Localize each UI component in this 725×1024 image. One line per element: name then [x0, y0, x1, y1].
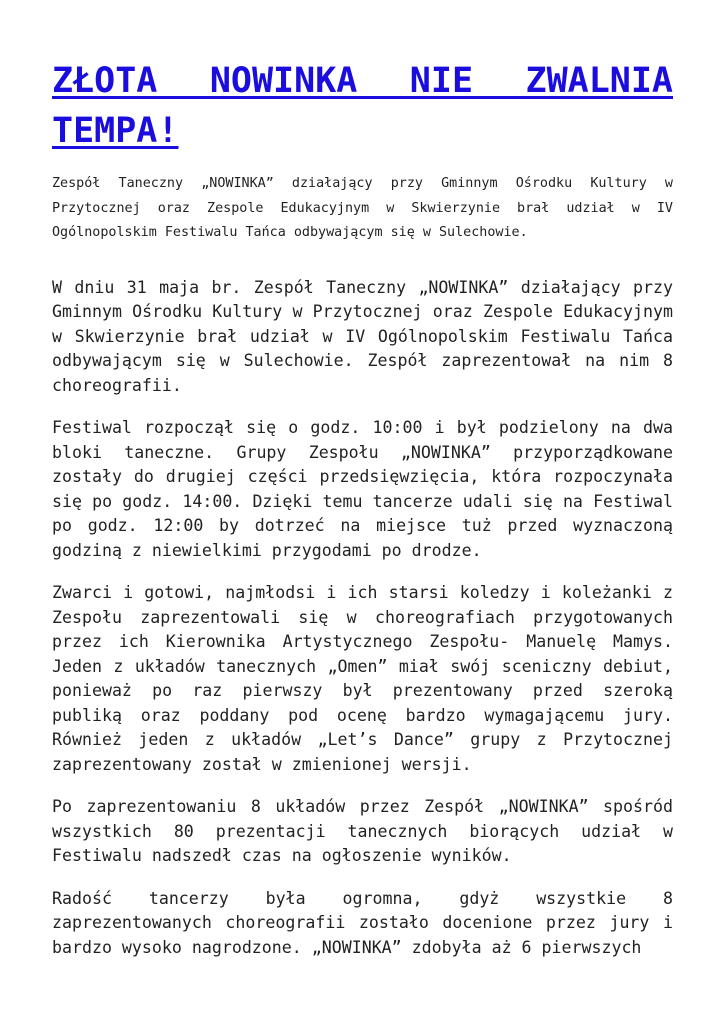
article-title-link[interactable]: ZŁOTA NOWINKA NIE ZWALNIA TEMPA!	[52, 61, 673, 151]
article-lead: Zespół Taneczny „NOWINKA” działający przy Gminnym Ośrodku Kultury w Przytocznej oraz Zespole Edukacyjnym w Skwierzynie brał udział w IV Ogólnopolskim Festiwalu Tańca odbywającym się w Sulechowie.	[52, 176, 673, 240]
article-paragraph: Po zaprezentowaniu 8 układów przez Zespół „NOWINKA” spośród wszystkich 80 prezentacji tanecznych biorących udział w Festiwalu nadszedł czas na ogłoszenie wyników.	[52, 797, 673, 865]
article-paragraph: Radość tancerzy była ogromna, gdyż wszystkie 8 zaprezentowanych choreografii zostało docenione przez jury i bardzo wysoko nagrodzone. „NOWINKA” zdobyła aż 6 pierwszych	[52, 888, 673, 957]
article-title[interactable]	[52, 56, 673, 156]
article-paragraph: W dniu 31 maja br. Zespół Taneczny „NOWINKA” działający przy Gminnym Ośrodku Kultury w Przytocznej oraz Zespole Edukacyjnym w Skwierzynie brał udział w IV Ogólnopolskim Festiwalu Tańca odbywającym się w Sulechowie. Zespół zaprezentował na nim 8 choreografii.	[52, 277, 673, 395]
article-paragraph: Zwarci i gotowi, najmłodsi i ich starsi koledzy i koleżanki z Zespołu zaprezentowali się w choreografiach przygotowanych przez ich Kierownika Artystycznego Zespołu- Manuelę Mamys. Jeden z układów tanecznych „Omen” miał swój sceniczny debiut, ponieważ po raz pierwszy był prezentowany przed szeroką publiką oraz poddany pod ocenę bardzo wymagającemu jury. Również jeden z układów „Let’s Dance” grupy z Przytocznej zaprezentowany został w zmienionej wersji.	[52, 583, 673, 774]
article-paragraph: Festiwal rozpoczął się o godz. 10:00 i był podzielony na dwa bloki taneczne. Grupy Zespołu „NOWINKA” przyporządkowane zostały do drugiej części przedsięwzięcia, która rozpoczynała się po godz. 14:00. Dzięki temu tancerze udali się na Festiwal po godz. 12:00 by dotrzeć na miejsce tuż przed wyznaczoną godziną z niewielkimi przygodami po drodze.	[52, 418, 673, 560]
article	[52, 0, 673, 960]
